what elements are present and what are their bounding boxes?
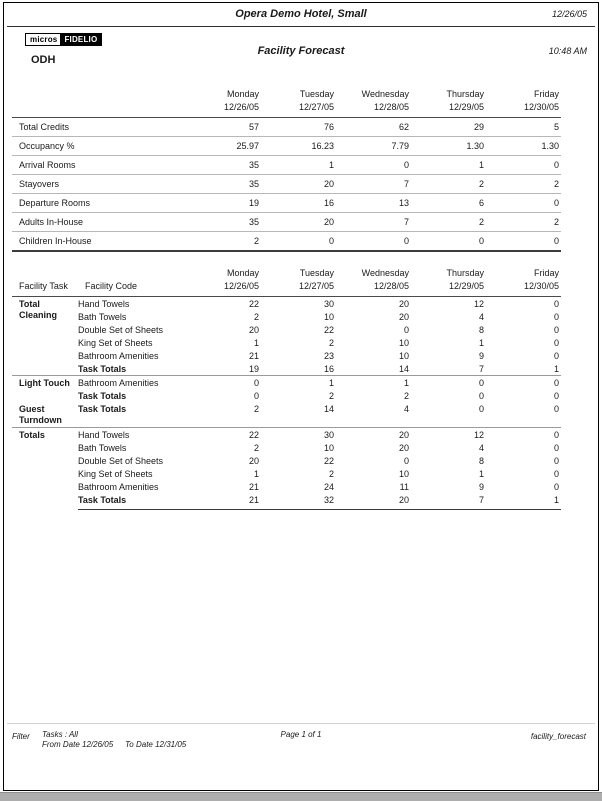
- cell-value: 16: [261, 194, 336, 213]
- summary-table-body: [12, 118, 561, 252]
- day-header: Thursday: [446, 268, 484, 278]
- cell-value: 7: [336, 175, 411, 194]
- summary-table: [12, 87, 561, 252]
- to-date: To Date 12/31/05: [125, 740, 187, 749]
- row-label: Stayovers: [12, 175, 186, 194]
- cell-value: 2: [486, 175, 561, 194]
- cell-value: 7: [336, 213, 411, 232]
- day-date-header: 12/26/05: [186, 100, 261, 118]
- cell-value: 4: [478, 312, 484, 322]
- window-bottom-strip: [0, 792, 602, 801]
- cell-value: 0: [411, 376, 486, 390]
- cell-value: 1: [553, 364, 559, 374]
- cell-value: 14: [323, 404, 334, 414]
- cell-value: 16.23: [261, 137, 336, 156]
- cell-value: 0: [553, 338, 559, 348]
- cell-value: 6: [411, 194, 486, 213]
- page-info: Page 1 of 1: [280, 730, 322, 739]
- cell-value: 20: [336, 428, 411, 442]
- facility-task-header: Facility Task: [12, 279, 78, 297]
- cell-value: 20: [261, 213, 336, 232]
- table-row: [12, 349, 561, 362]
- cell-value: 10: [398, 469, 409, 479]
- day-date-header: 12/28/05: [336, 279, 411, 297]
- cell-value: 7: [411, 493, 486, 510]
- cell-value: 1: [411, 156, 486, 175]
- facility-task-label: Guest Turndown: [19, 404, 62, 425]
- facility-code-label: Task Totals: [78, 404, 127, 414]
- cell-value: 0: [553, 443, 559, 453]
- cell-value: 0: [553, 299, 559, 309]
- facility-code-label: Double Set of Sheets: [78, 325, 164, 335]
- row-label: Arrival Rooms: [12, 156, 186, 175]
- facility-code-label: Bath Towels: [78, 443, 127, 453]
- cell-value: 22: [323, 456, 334, 466]
- spacer-cell: [12, 266, 78, 279]
- table-row: [12, 402, 561, 428]
- cell-value: 20: [398, 299, 409, 309]
- cell-value: 20: [398, 443, 409, 453]
- cell-value: 20: [261, 175, 336, 194]
- table-row: [12, 175, 561, 194]
- day-date-header: 12/29/05: [411, 100, 486, 118]
- cell-value: 0: [486, 194, 561, 213]
- cell-value: 0: [553, 469, 559, 479]
- facility-task-label: Total Cleaning: [19, 299, 58, 320]
- table-row: [12, 428, 561, 442]
- cell-value: 0: [486, 232, 561, 252]
- property-code: ODH: [31, 54, 56, 66]
- micros-logo-text: micros: [25, 33, 61, 46]
- cell-value: 0: [486, 376, 561, 390]
- cell-value: 19: [186, 194, 261, 213]
- table-row: [12, 118, 561, 137]
- cell-value: 1: [253, 469, 259, 479]
- cell-value: 2: [411, 213, 486, 232]
- spacer-cell: [78, 266, 186, 279]
- cell-value: 11: [399, 482, 409, 492]
- table-row: [12, 194, 561, 213]
- table-row: [12, 493, 561, 510]
- cell-value: 16: [323, 364, 334, 374]
- from-date: From Date 12/26/05: [42, 740, 114, 749]
- spacer-cell: [12, 87, 186, 100]
- cell-value: 0: [553, 325, 559, 335]
- cell-value: 7.79: [336, 137, 411, 156]
- facility-code-label: Task Totals: [78, 364, 127, 374]
- cell-value: 24: [323, 482, 334, 492]
- cell-value: 23: [323, 351, 334, 361]
- table-row: [12, 441, 561, 454]
- cell-value: 35: [186, 175, 261, 194]
- day-date-header: 12/26/05: [186, 279, 261, 297]
- table-row: [12, 297, 561, 311]
- cell-value: 10: [323, 443, 334, 453]
- table-row: [12, 137, 561, 156]
- cell-value: 22: [186, 428, 261, 442]
- report-time: 10:48 AM: [548, 46, 587, 56]
- cell-value: 0: [553, 391, 559, 401]
- cell-value: 30: [261, 428, 336, 442]
- row-label: Departure Rooms: [12, 194, 186, 213]
- facility-code-label: Bathroom Amenities: [78, 351, 159, 361]
- report-file-name: facility_forecast: [530, 732, 586, 741]
- cell-value: 14: [398, 364, 409, 374]
- day-header: Monday: [226, 89, 259, 99]
- cell-value: 76: [261, 118, 336, 137]
- fidelio-logo-text: FIDELIO: [60, 33, 102, 46]
- facility-code-label: King Set of Sheets: [78, 338, 153, 348]
- facility-code-label: Bathroom Amenities: [78, 376, 186, 390]
- table-row: [12, 389, 561, 402]
- day-header: Monday: [226, 268, 259, 278]
- cell-value: 0: [336, 232, 411, 252]
- report-title: Facility Forecast: [257, 45, 345, 57]
- facility-task-table-body: [12, 297, 561, 510]
- cell-value: 10: [398, 351, 409, 361]
- cell-value: 0: [478, 391, 484, 401]
- row-label: Children In-House: [12, 232, 186, 252]
- table-row: [12, 310, 561, 323]
- row-label: Total Credits: [12, 118, 186, 137]
- cell-value: 0: [253, 391, 259, 401]
- day-name-row: [12, 87, 561, 100]
- cell-value: 20: [248, 456, 259, 466]
- report-date: 12/26/05: [551, 9, 587, 19]
- cell-value: 29: [411, 118, 486, 137]
- cell-value: 35: [186, 213, 261, 232]
- cell-value: 0: [553, 312, 559, 322]
- day-header: Tuesday: [299, 89, 334, 99]
- day-date-header: 12/30/05: [486, 100, 561, 118]
- cell-value: 0: [261, 232, 336, 252]
- cell-value: 0: [186, 376, 261, 390]
- cell-value: 1: [253, 338, 259, 348]
- table-row: [12, 336, 561, 349]
- facility-code-label: Double Set of Sheets: [78, 456, 164, 466]
- facility-code-label: Bath Towels: [78, 312, 127, 322]
- header-rule: [7, 26, 595, 27]
- table-row: [12, 362, 561, 376]
- tasks-filter: Tasks : All: [42, 730, 78, 739]
- cell-value: 10: [323, 312, 334, 322]
- cell-value: 0: [486, 156, 561, 175]
- cell-value: 0: [553, 404, 559, 414]
- table-row: [12, 156, 561, 175]
- row-label: Adults In-House: [12, 213, 186, 232]
- cell-value: 2: [486, 213, 561, 232]
- table-row: [12, 467, 561, 480]
- facility-task-label: Light Touch: [12, 376, 78, 403]
- day-header: Tuesday: [299, 268, 334, 278]
- table-row: [12, 480, 561, 493]
- cell-value: 2: [328, 391, 334, 401]
- cell-value: 10: [398, 338, 409, 348]
- facility-code-label: Task Totals: [78, 493, 186, 510]
- report-page: [3, 2, 599, 791]
- table-row: [12, 213, 561, 232]
- day-header: Wednesday: [361, 89, 409, 99]
- cell-value: 2: [403, 391, 409, 401]
- facility-code-label: Hand Towels: [78, 428, 186, 442]
- cell-value: 21: [248, 482, 259, 492]
- day-date-header: 12/29/05: [411, 279, 486, 297]
- day-date-header: 12/30/05: [486, 279, 561, 297]
- cell-value: 1: [486, 493, 561, 510]
- cell-value: 4: [478, 443, 484, 453]
- cell-value: 9: [478, 482, 484, 492]
- cell-value: 1: [261, 156, 336, 175]
- day-date-header: 12/28/05: [336, 100, 411, 118]
- cell-value: 25.97: [186, 137, 261, 156]
- cell-value: 2: [253, 443, 259, 453]
- cell-value: 0: [553, 456, 559, 466]
- day-date-header: 12/27/05: [261, 100, 336, 118]
- hotel-name: Opera Demo Hotel, Small: [235, 8, 367, 20]
- column-header-row: [12, 279, 561, 297]
- facility-code-label: Hand Towels: [78, 299, 130, 309]
- cell-value: 2: [328, 338, 334, 348]
- row-label: Occupancy %: [12, 137, 186, 156]
- facility-code-label: King Set of Sheets: [78, 469, 153, 479]
- filter-label: Filter: [12, 732, 30, 741]
- cell-value: 8: [478, 456, 484, 466]
- cell-value: 0: [478, 404, 484, 414]
- cell-value: 62: [336, 118, 411, 137]
- cell-value: 8: [478, 325, 484, 335]
- cell-value: 9: [478, 351, 484, 361]
- cell-value: 2: [253, 312, 259, 322]
- cell-value: 12: [473, 299, 484, 309]
- cell-value: 2: [328, 469, 334, 479]
- cell-value: 22: [323, 325, 334, 335]
- table-row: [12, 232, 561, 252]
- cell-value: 20: [398, 312, 409, 322]
- cell-value: 7: [478, 364, 484, 374]
- day-name-row: [12, 266, 561, 279]
- cell-value: 0: [336, 156, 411, 175]
- facility-code-header: Facility Code: [78, 279, 186, 297]
- cell-value: 0: [403, 325, 409, 335]
- cell-value: 22: [248, 299, 259, 309]
- cell-value: 1.30: [486, 137, 561, 156]
- cell-value: 1.30: [411, 137, 486, 156]
- footer-rule: [7, 723, 595, 724]
- cell-value: 20: [336, 493, 411, 510]
- table-row: [12, 454, 561, 467]
- cell-value: 32: [261, 493, 336, 510]
- cell-value: 1: [478, 469, 484, 479]
- facility-code-label: Task Totals: [78, 391, 127, 401]
- table-row: [12, 376, 561, 390]
- facility-code-label: Bathroom Amenities: [78, 482, 159, 492]
- cell-value: 0: [553, 351, 559, 361]
- day-header: Friday: [533, 268, 559, 278]
- cell-value: 1: [336, 376, 411, 390]
- cell-value: 19: [248, 364, 259, 374]
- cell-value: 21: [186, 493, 261, 510]
- day-header: Wednesday: [361, 268, 409, 278]
- cell-value: 0: [411, 232, 486, 252]
- cell-value: 5: [486, 118, 561, 137]
- cell-value: 21: [248, 351, 259, 361]
- day-date-row: [12, 100, 561, 118]
- cell-value: 1: [478, 338, 484, 348]
- cell-value: 12: [411, 428, 486, 442]
- cell-value: 2: [253, 404, 259, 414]
- cell-value: 30: [323, 299, 334, 309]
- cell-value: 35: [186, 156, 261, 175]
- spacer-cell: [12, 100, 186, 118]
- cell-value: 2: [186, 232, 261, 252]
- facility-task-label: Totals: [12, 428, 78, 510]
- cell-value: 0: [553, 482, 559, 492]
- table-row: [12, 323, 561, 336]
- cell-value: 4: [403, 404, 409, 414]
- day-header: Friday: [533, 89, 559, 99]
- cell-value: 2: [411, 175, 486, 194]
- cell-value: 57: [186, 118, 261, 137]
- day-date-header: 12/27/05: [261, 279, 336, 297]
- cell-value: 0: [486, 428, 561, 442]
- cell-value: 1: [261, 376, 336, 390]
- cell-value: 0: [403, 456, 409, 466]
- day-header: Thursday: [446, 89, 484, 99]
- cell-value: 13: [336, 194, 411, 213]
- cell-value: 20: [248, 325, 259, 335]
- facility-task-table: [12, 266, 561, 510]
